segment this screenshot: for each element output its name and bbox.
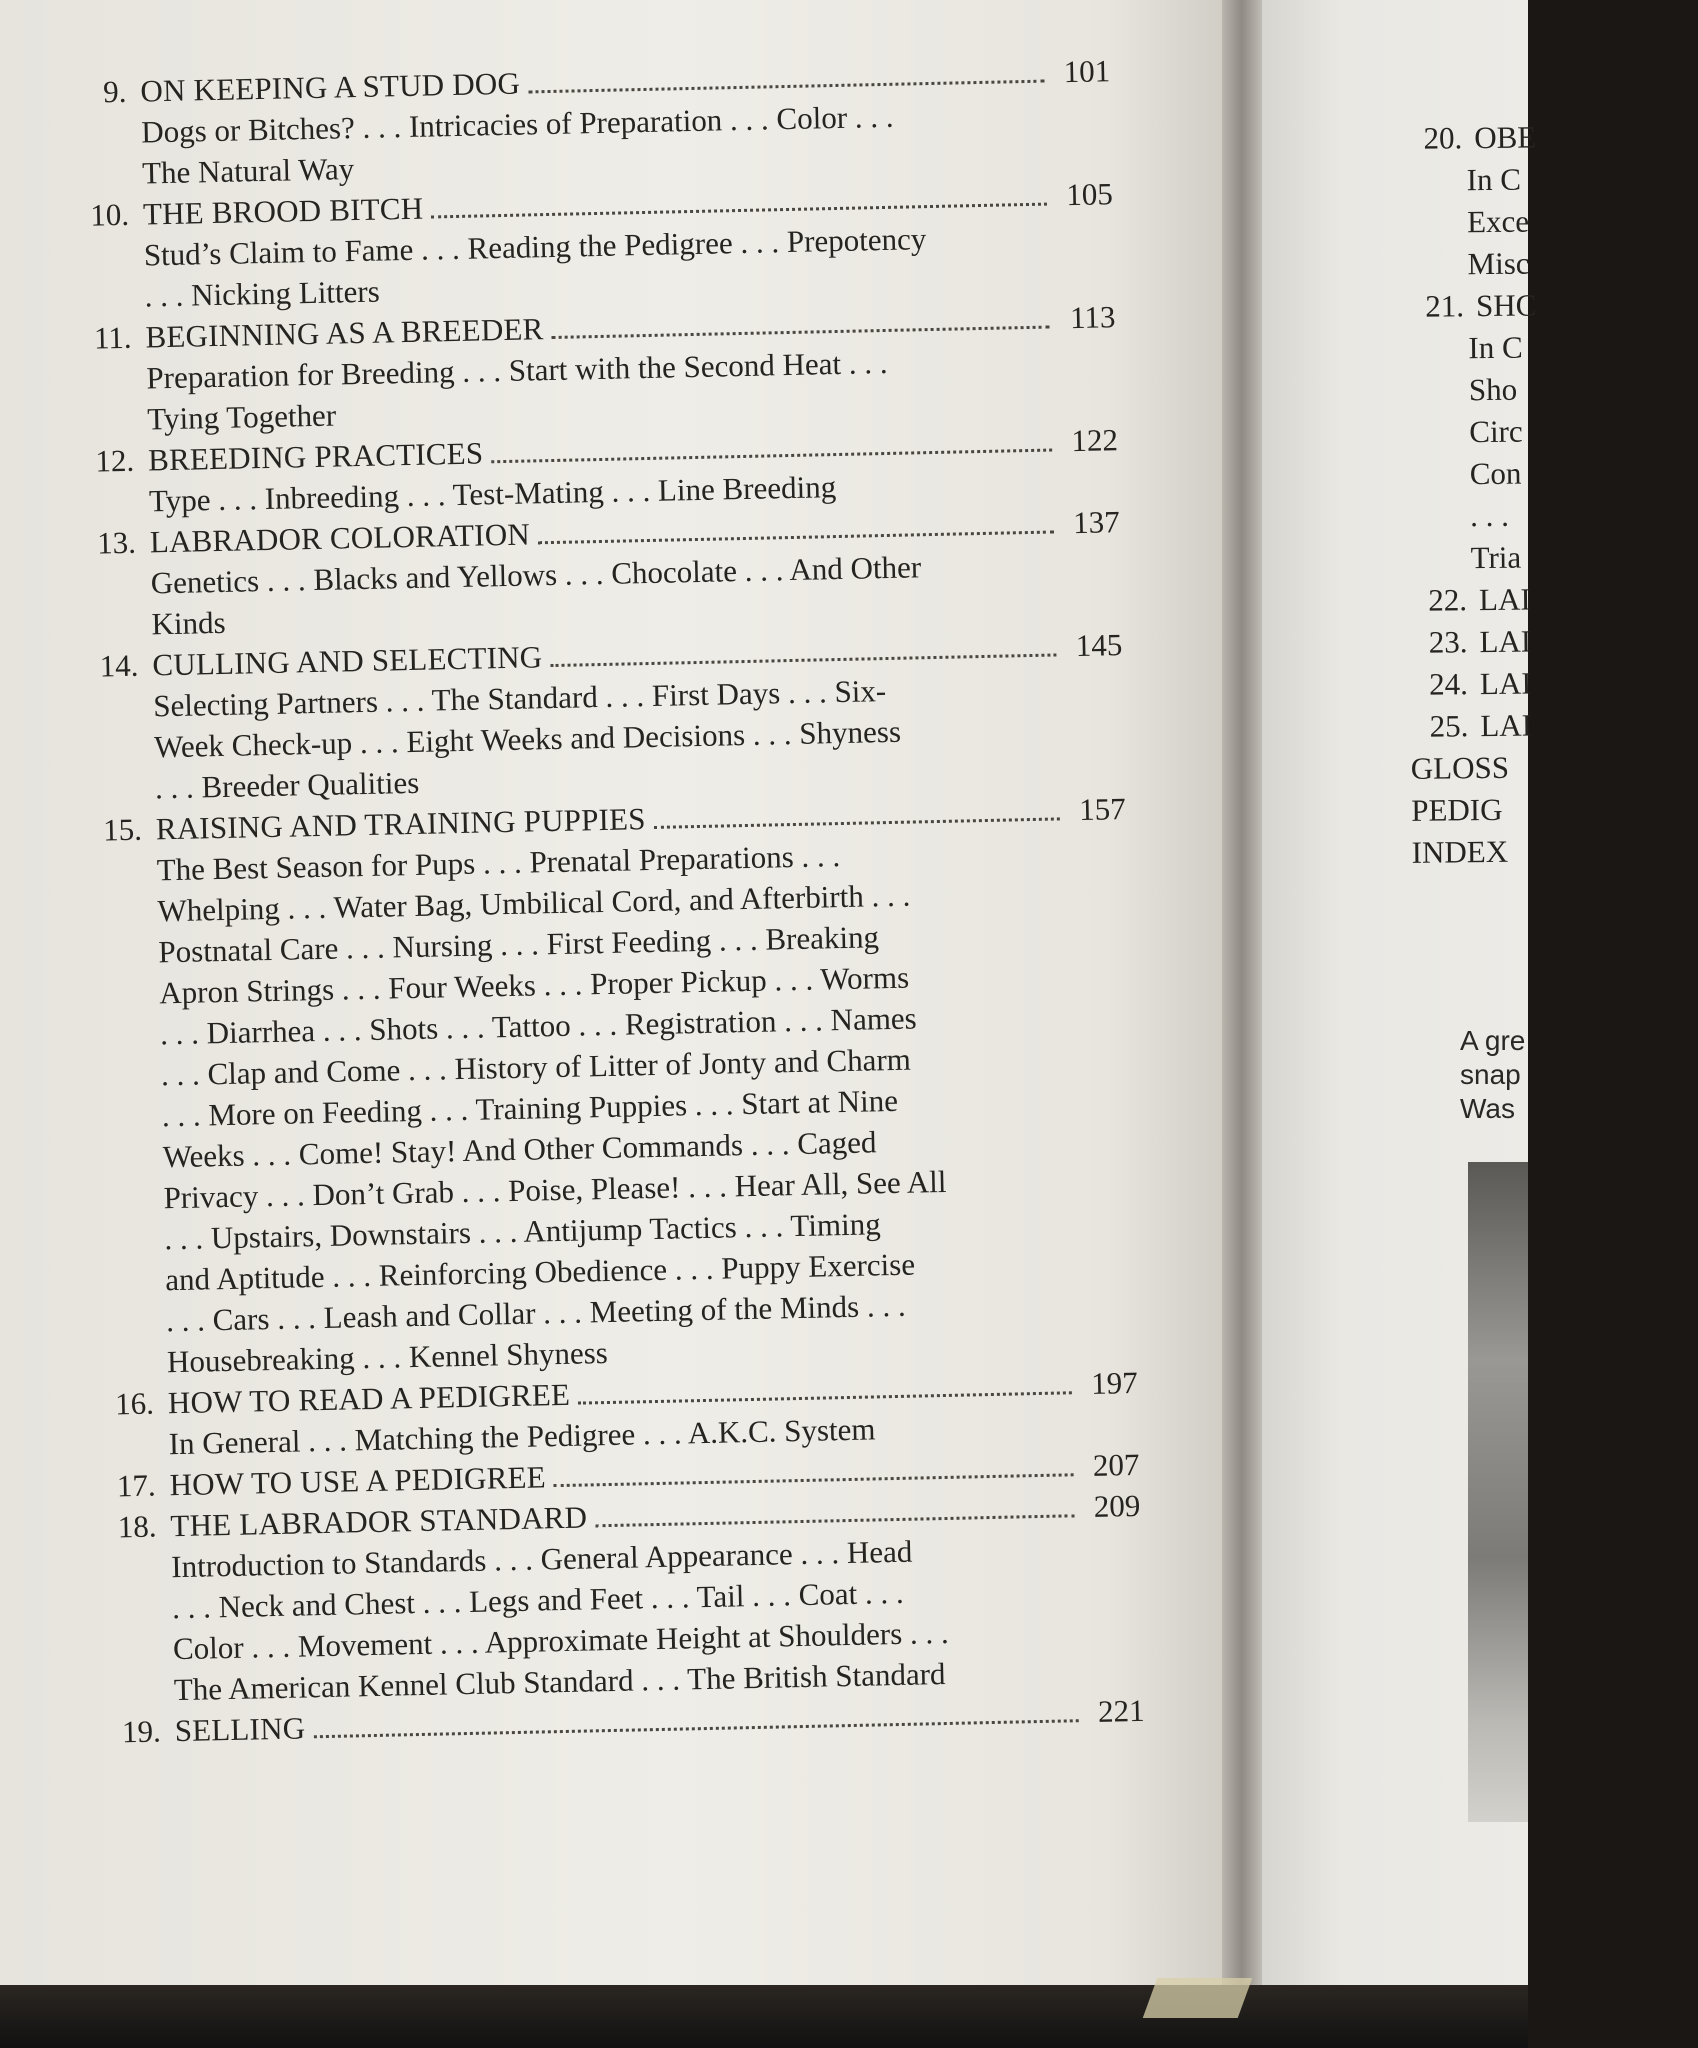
- dot-leader: [550, 653, 1056, 667]
- toc-entry: [73, 173, 1115, 318]
- chapter-number: 15.: [102, 811, 143, 848]
- page-number: 113: [1069, 299, 1116, 336]
- page-number: 122: [1071, 422, 1119, 459]
- chapter-text: OBE: [1474, 119, 1537, 156]
- toc-line-partial: [1391, 199, 1691, 244]
- toc-line-partial: [1394, 451, 1694, 496]
- dot-leader: [528, 80, 1044, 94]
- page-number: 207: [1092, 1446, 1140, 1483]
- chapter-topics: Type . . . Inbreeding . . . Test-Mating . . . Line Breeding: [148, 469, 837, 519]
- table-surface: [0, 1985, 1528, 2048]
- chapter-number: 21.: [1425, 288, 1465, 324]
- dot-leader: [654, 817, 1060, 829]
- toc-line-partial: [1396, 703, 1696, 748]
- chapter-title: LABRADOR COLORATION: [149, 516, 531, 560]
- caption-line: snap: [1460, 1059, 1521, 1090]
- chapter-number: 20.: [1423, 120, 1463, 156]
- chapter-number: 13.: [96, 524, 137, 561]
- chapter-number: 19.: [121, 1713, 162, 1750]
- chapter-text: PEDIG: [1411, 791, 1503, 828]
- chapter-text: In C: [1466, 161, 1522, 198]
- chapter-topics: In General . . . Matching the Pedigree . . . A.K.C. System: [168, 1411, 876, 1462]
- toc-entry: [82, 624, 1125, 810]
- chapter-number: 10.: [89, 196, 130, 233]
- book-gutter: [1222, 0, 1266, 1985]
- chapter-text: INDEX: [1411, 833, 1509, 870]
- page-number: 221: [1097, 1692, 1145, 1729]
- chapter-number: 14.: [99, 647, 139, 684]
- chapter-text: LAI: [1479, 623, 1532, 660]
- chapter-number: 23.: [1428, 624, 1468, 660]
- toc-line-partial: [1393, 367, 1693, 412]
- photo: [1468, 1162, 1528, 1822]
- chapter-title: HOW TO READ A PEDIGREE: [167, 1376, 571, 1421]
- chapter-text: LAI: [1480, 707, 1533, 744]
- page-number: 145: [1075, 627, 1123, 664]
- chapter-title: ON KEEPING A STUD DOG: [140, 65, 521, 109]
- chapter-topics: Selecting Partners . . . The Standard . . . First Days . . . Six- Week Check-up . . . Eight Weeks and Decisions . . . Shyness . . . Breeder Qualities: [152, 673, 902, 806]
- chapter-title: CULLING AND SELECTING: [152, 639, 543, 683]
- dot-leader: [538, 530, 1054, 544]
- dot-leader: [595, 1514, 1074, 1527]
- toc-line-partial: [1393, 409, 1693, 454]
- chapter-text: Tria: [1470, 539, 1522, 576]
- chapter-text: Circ: [1469, 413, 1523, 450]
- chapter-number: 16.: [114, 1385, 155, 1422]
- chapter-topics: Preparation for Breeding . . . Start with the Second Heat . . . Tying Together: [146, 344, 888, 437]
- chapter-topics: The Best Season for Pups . . . Prenatal Preparations . . . Whelping . . . Water Bag, Umbilical Cord, and Afterbirth . . . Postnatal Care . . . Nursing . . . First Feeding . . . Breaking Apron Strings . . . Four Weeks . . . Proper Pickup . . . Worms . . . Diarrhea . . . Shots . . . Tattoo . . . Registration . . . Names . . . Clap and Come . . . History of Litter of Jonty and Charm . . . More on Feeding . . . Training Puppies . . . Start at Nine Weeks . . . Come! Stay! And Other Commands . . . Caged Privacy . . . Don’t Grab . . . Poise, Please! . . . Hear All, See All . . . Upstairs, Downstairs . . . Antijump Tactics . . . Timing and Aptitude . . . Reinforcing Obedience . . . Puppy Exercise . . . Cars . . . Leash and Collar . . . Meeting of the Minds . . . Housebreaking . . . Kennel Shyness: [156, 838, 947, 1380]
- dot-leader: [491, 449, 1052, 464]
- chapter-number: 24.: [1428, 666, 1469, 702]
- toc-line-partial: [1392, 325, 1692, 370]
- caption-line: Was: [1460, 1093, 1515, 1124]
- toc-line-partial: [1391, 241, 1691, 286]
- chapter-text: LAI: [1478, 581, 1531, 618]
- chapter-title: HOW TO USE A PEDIGREE: [169, 1459, 547, 1503]
- chapter-text: In C: [1468, 329, 1523, 366]
- page-edge: [1143, 1978, 1253, 2018]
- chapter-text: LAI: [1479, 665, 1532, 702]
- toc-entry: [79, 501, 1121, 646]
- chapter-title: RAISING AND TRAINING PUPPIES: [155, 801, 647, 847]
- chapter-title: SELLING: [174, 1710, 306, 1749]
- toc-line-partial: [1390, 157, 1690, 202]
- page-number: 157: [1078, 791, 1127, 828]
- chapter-text: SHC: [1475, 287, 1537, 324]
- chapter-topics: Dogs or Bitches? . . . Intricacies of Preparation . . . Color . . . The Natural Way: [140, 98, 894, 191]
- toc-line-partial: [1394, 493, 1694, 538]
- toc-line-partial: [1394, 535, 1694, 580]
- dot-leader: [431, 203, 1047, 219]
- dot-leader: [554, 1473, 1074, 1487]
- toc-line-partial: [1390, 115, 1690, 160]
- table-of-contents-continued: [1390, 115, 1698, 874]
- page-number: 105: [1065, 176, 1114, 213]
- toc-line-partial: [1397, 787, 1697, 832]
- page-number: 137: [1072, 504, 1121, 541]
- dot-leader: [313, 1719, 1078, 1738]
- chapter-text: Exce: [1466, 203, 1530, 240]
- chapter-text: Misc: [1467, 245, 1530, 282]
- chapter-title: BREEDING PRACTICES: [147, 435, 484, 478]
- chapter-number: 11.: [93, 319, 132, 356]
- chapter-number: 25.: [1429, 708, 1469, 744]
- chapter-topics: Introduction to Standards . . . General Appearance . . . Head . . . Neck and Chest . . . Legs and Feet . . . Tail . . . Coat . . . Color . . . Movement . . . Approximate Height at Shoulders . . . The American Kennel Club Standard . . . The British Standard: [170, 1533, 950, 1708]
- chapter-number: 22.: [1428, 582, 1468, 618]
- toc-line-partial: [1395, 619, 1695, 664]
- chapter-text: Con: [1469, 455, 1522, 492]
- chapter-number: 12.: [95, 442, 135, 479]
- chapter-number: 17.: [116, 1467, 156, 1504]
- dot-leader: [578, 1391, 1072, 1404]
- toc-line-partial: [1397, 829, 1697, 874]
- toc-line-partial: [1396, 661, 1696, 706]
- toc-entry: [85, 788, 1137, 1384]
- toc-line-partial: [1392, 283, 1692, 328]
- page-number: 209: [1093, 1487, 1141, 1524]
- table-of-contents: [70, 50, 1145, 1752]
- chapter-title: THE BROOD BITCH: [142, 190, 424, 232]
- toc-entry: [100, 1485, 1144, 1712]
- photo-caption: [1460, 1024, 1525, 1126]
- caption-line: A gre: [1460, 1025, 1526, 1056]
- toc-line-partial: [1397, 745, 1697, 790]
- toc-entry: [70, 50, 1112, 195]
- toc-entry: [75, 296, 1117, 441]
- chapter-text: Sho: [1468, 371, 1518, 408]
- dot-leader: [552, 326, 1050, 339]
- chapter-topics: Genetics . . . Blacks and Yellows . . . Chocolate . . . And Other Kinds: [150, 549, 922, 642]
- chapter-text: GLOSS: [1410, 749, 1510, 786]
- chapter-text: . . .: [1469, 497, 1510, 534]
- page-number: 197: [1090, 1364, 1139, 1401]
- chapter-title: THE LABRADOR STANDARD: [170, 1499, 588, 1544]
- page-number: 101: [1063, 53, 1111, 90]
- toc-line-partial: [1395, 577, 1695, 622]
- chapter-topics: Stud’s Claim to Fame . . . Reading the Pedigree . . . Prepotency . . . Nicking Litters: [143, 221, 927, 314]
- chapter-number: 18.: [117, 1508, 157, 1545]
- chapter-number: 9.: [102, 73, 127, 110]
- chapter-title: BEGINNING AS A BREEDER: [145, 311, 544, 355]
